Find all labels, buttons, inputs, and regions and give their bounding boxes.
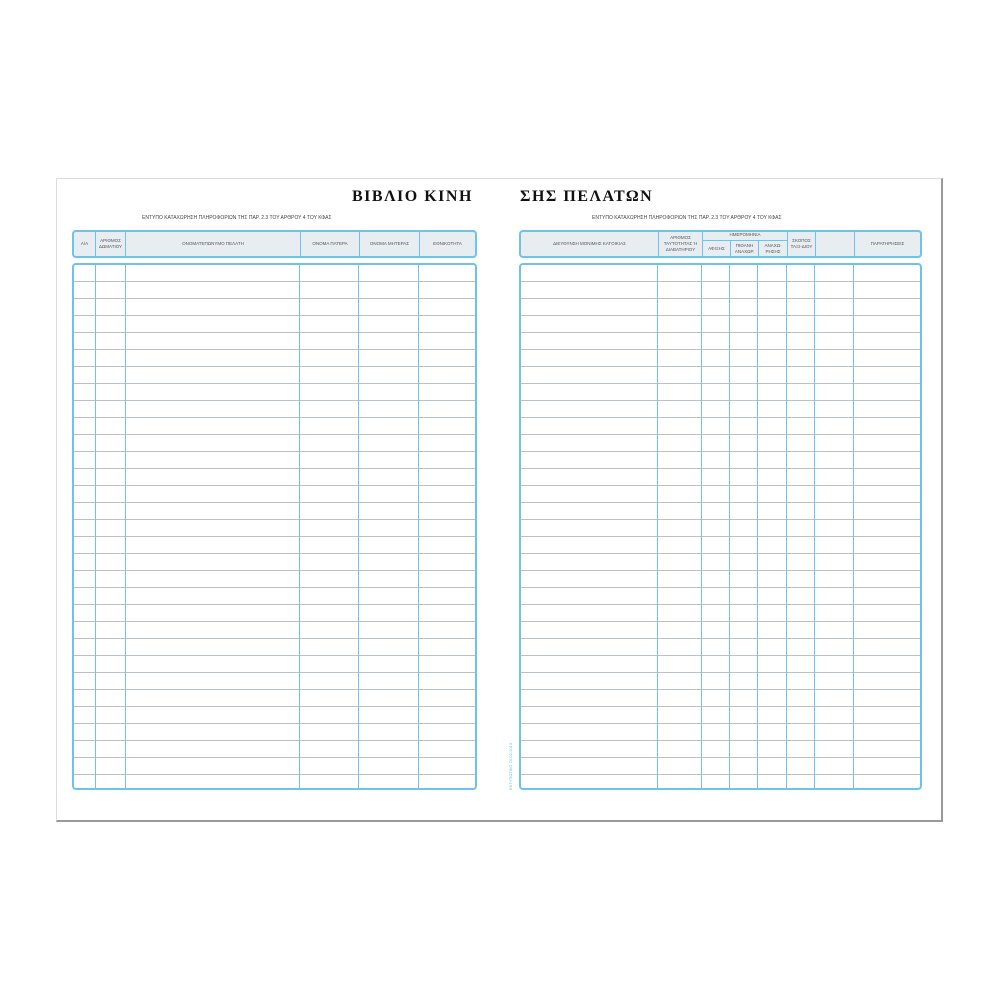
column-divider [657, 265, 658, 788]
column-divider [701, 265, 702, 788]
right-table-body [519, 263, 922, 790]
left-table-body [72, 263, 477, 790]
col-id: ΑΡΙΘΜΟΣ ΤΑΥΤΟΤΗΤΑΣ Ή ΔΙΑΒΑΤΗΡΙΟΥ [659, 232, 703, 256]
column-divider [853, 265, 854, 788]
col-departure: ΑΝΑΧΩ-ΡΗΣΗΣ [759, 241, 788, 256]
col-father: ΟΝΟΜΑ ΠΑΤΕΡΑ [301, 232, 360, 256]
column-divider [757, 265, 758, 788]
column-divider [729, 265, 730, 788]
col-name: ΟΝΟΜΑΤΕΠΩΝΥΜΟ ΠΕΛΑΤΗ [126, 232, 301, 256]
subtitle-left: ΕΝΤΥΠΟ ΚΑΤΑΧΩΡΗΣΗ ΠΛΗΡΟΦΟΡΙΩΝ ΤΗΣ ΠΑΡ. 2.3 ΤΟΥ ΑΡΘΡΟΥ 4 ΤΟΥ ΚΦΑΣ [142, 215, 332, 221]
left-table-header [72, 230, 477, 258]
col-aa: Α/Α [74, 232, 96, 256]
col-address: ΔΙΕΥΘΥΝΣΗ ΜΟΝΙΜΗΣ ΚΑΤΟΙΚΙΑΣ [521, 232, 659, 256]
column-divider [299, 265, 300, 788]
column-divider [786, 265, 787, 788]
col-probable-departure: ΠΙΘΑΝΗ ΑΝΑΧΩΡ. [731, 241, 759, 256]
column-divider [814, 265, 815, 788]
col-blank [816, 232, 855, 256]
col-purpose: ΣΚΟΠΟΣ ΤΑΞΙ-ΔΙΟΥ [788, 232, 816, 256]
col-date-group: ΗΜΕΡΟΜΗΝΙΑ [703, 232, 788, 241]
col-remarks: ΠΑΡΑΤΗΡΗΣΕΙΣ [870, 241, 905, 246]
col-nationality: ΕΘΝΙΚΟΤΗΤΑ [433, 241, 462, 246]
column-divider [125, 265, 126, 788]
col-mother: ΟΝΟΜΑ ΜΗΤΕΡΑΣ [360, 232, 420, 256]
col-arrival: ΑΦΙΞΗΣ [703, 241, 731, 256]
title-left: ΒΙΒΛΙΟ ΚΙΝΗ [352, 188, 473, 205]
printer-note: ΕΚΤΥΠΩΤΙΚΟ 25-02-2013 [508, 742, 513, 790]
col-room: ΑΡΙΘΜΟΣ ΔΩΜΑΤΙΟΥ [96, 232, 126, 256]
subtitle-right: ΕΝΤΥΠΟ ΚΑΤΑΧΩΡΗΣΗ ΠΛΗΡΟΦΟΡΙΩΝ ΤΗΣ ΠΑΡ. 2.3 ΤΟΥ ΑΡΘΡΟΥ 4 ΤΟΥ ΚΦΑΣ [592, 215, 782, 221]
column-divider [418, 265, 419, 788]
title-right: ΣΗΣ ΠΕΛΑΤΩΝ [520, 188, 654, 205]
column-divider [95, 265, 96, 788]
right-table-header [519, 230, 922, 258]
column-divider [358, 265, 359, 788]
